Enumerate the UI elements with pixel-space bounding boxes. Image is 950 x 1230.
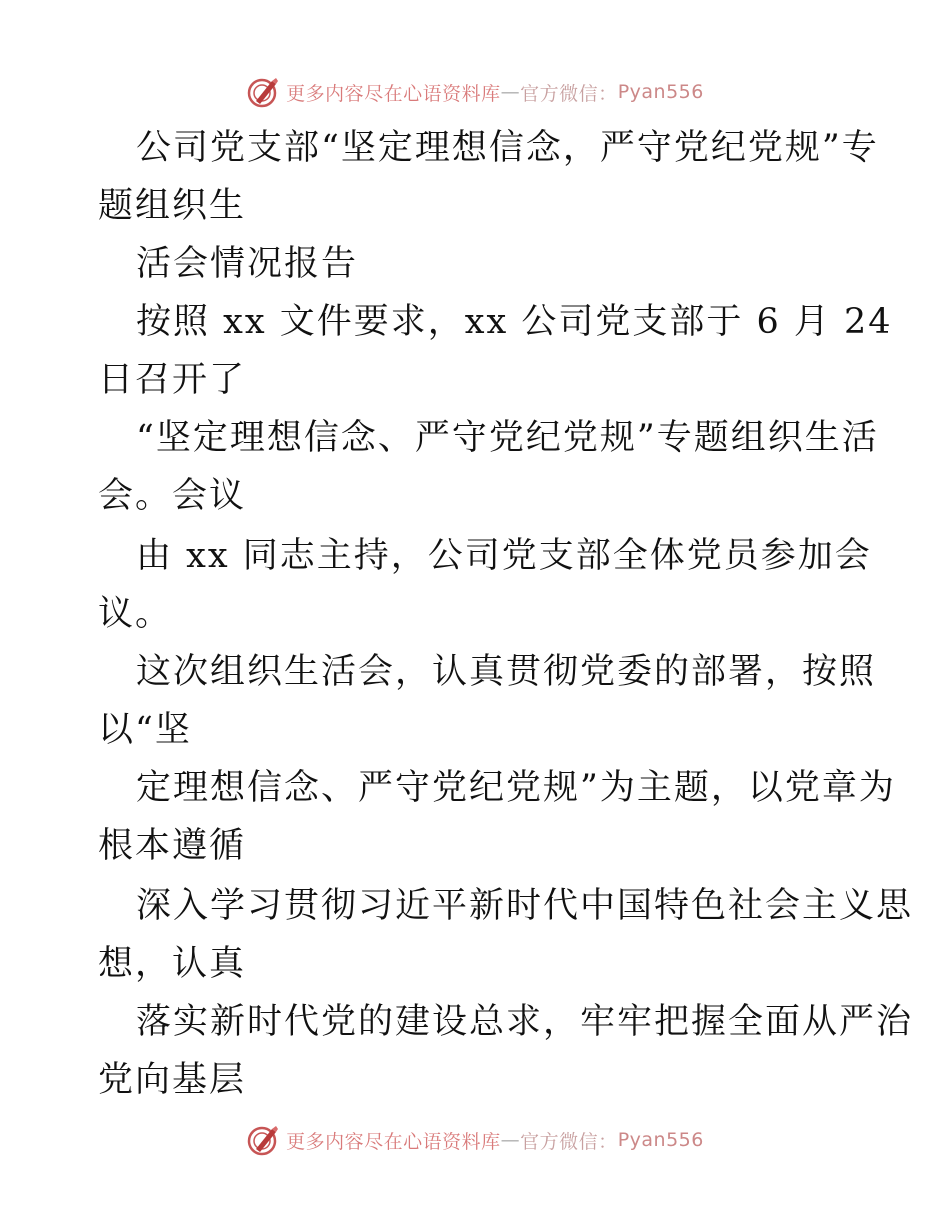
- text-line: 党向基层: [98, 1060, 247, 1100]
- text-line: 会。会议: [98, 476, 247, 516]
- text-line: 以“坚: [98, 710, 192, 750]
- footer-watermark: [0, 1120, 950, 1160]
- text-line: 这次组织生活会，认真贯彻党委的部署，按照: [136, 652, 877, 692]
- text-line: 公司党支部“坚定理想信念，严守党纪党规”专: [136, 128, 879, 168]
- text-line: 落实新时代党的建设总求，牢牢把握全面从严治: [136, 1002, 914, 1042]
- text-line: 活会情况报告: [136, 244, 359, 284]
- watermark-wechat-label: 官方微信：: [520, 1130, 618, 1153]
- text-line: 想，认真: [98, 944, 247, 984]
- watermark-wechat-id: Pyan556: [617, 1129, 704, 1151]
- text-line: “坚定理想信念、严守党纪党规”专题组织生活: [136, 418, 879, 458]
- text-line: 由 xx 同志主持，公司党支部全体党员参加会: [136, 536, 872, 576]
- watermark-main: 更多内容尽在心语资料库: [286, 82, 501, 105]
- pen-logo-icon: [246, 1123, 280, 1157]
- watermark-wechat-label: 官方微信：: [520, 82, 618, 105]
- watermark-dash: —: [500, 1129, 521, 1151]
- text-line: 题组织生: [98, 186, 247, 226]
- watermark-main: 更多内容尽在心语资料库: [286, 1130, 501, 1153]
- text-line: 议。: [98, 594, 173, 634]
- text-line: 按照 xx 文件要求，xx 公司党支部于 6 月 24: [136, 302, 893, 342]
- watermark-dash: —: [500, 81, 521, 103]
- text-line: 定理想信念、严守党纪党规”为主题，以党章为: [136, 768, 896, 808]
- watermark-wechat-id: Pyan556: [617, 81, 704, 103]
- text-line: 日召开了: [98, 360, 247, 400]
- text-line: 深入学习贯彻习近平新时代中国特色社会主义思: [136, 886, 914, 926]
- watermark-text: [286, 1127, 704, 1154]
- text-line: 根本遵循: [98, 826, 247, 866]
